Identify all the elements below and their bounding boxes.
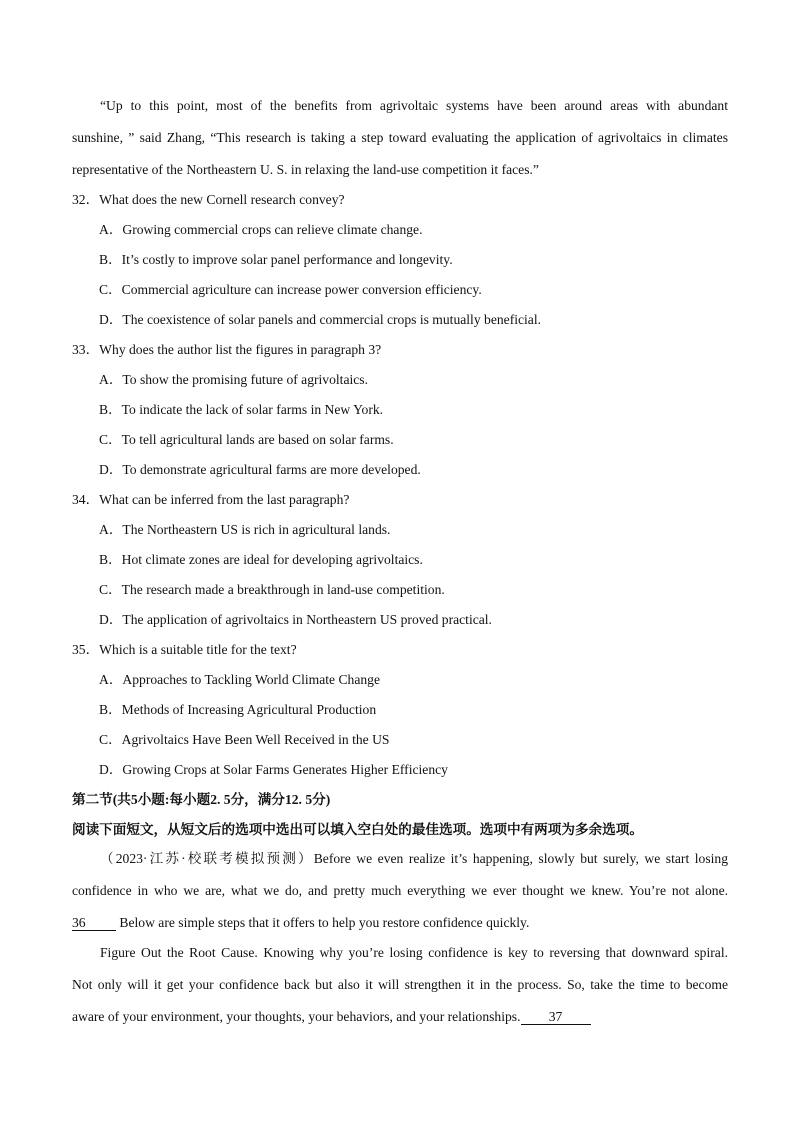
option-34-b: B．Hot climate zones are ideal for developing agrivoltaics. (99, 552, 423, 567)
option-35-b: B．Methods of Increasing Agricultural Production (99, 702, 377, 717)
option-34-c: C．The research made a breakthrough in land-use competition. (99, 582, 445, 597)
passage-line-with-blank-36 (72, 914, 728, 932)
question-stem-34: 34．What can be inferred from the last paragraph? (72, 492, 350, 507)
option-35-d: D．Growing Crops at Solar Farms Generates Higher Efficiency (99, 762, 448, 777)
passage-line: Not only will it get your confidence back but also it will strengthen it in the process. So, take the time to become (72, 977, 728, 992)
option-33-c: C．To tell agricultural lands are based on solar farms. (99, 432, 394, 447)
section-instruction: 阅读下面短文，从短文后的选项中选出可以填入空白处的最佳选项。选项中有两项为多余选项。 (72, 822, 643, 837)
passage-text: aware of your environment, your thoughts, your behaviors, and your relationships. (72, 1009, 521, 1024)
option-35-a: A．Approaches to Tackling World Climate Change (99, 672, 380, 687)
passage-line: representative of the Northeastern U. S. in relaxing the land-use competition it faces.” (72, 162, 539, 177)
passage-line: Figure Out the Root Cause. Knowing why you’re losing confidence is key to reversing that downward spiral. (100, 945, 728, 960)
question-stem-33: 33．Why does the author list the figures in paragraph 3? (72, 342, 382, 357)
option-34-a: A．The Northeastern US is rich in agricultural lands. (99, 522, 391, 537)
question-stem-35: 35．Which is a suitable title for the text? (72, 642, 297, 657)
passage-line-with-blank-37 (72, 1008, 728, 1026)
option-32-c: C．Commercial agriculture can increase power conversion efficiency. (99, 282, 482, 297)
option-35-c: C．Agrivoltaics Have Been Well Received in the US (99, 732, 390, 747)
question-stem-32: 32．What does the new Cornell research convey? (72, 192, 345, 207)
option-32-b: B．It’s costly to improve solar panel performance and longevity. (99, 252, 453, 267)
passage-line: （2023·江苏·校联考模拟预测）Before we even realize it’s happening, slowly but surely, we start losing (100, 851, 728, 866)
section-heading: 第二节(共5小题:每小题2. 5分，满分12. 5分) (72, 792, 331, 807)
passage-text: Below are simple steps that it offers to help you restore confidence quickly. (116, 915, 530, 930)
option-33-b: B．To indicate the lack of solar farms in New York. (99, 402, 384, 417)
passage-line: confidence in who we are, what we do, and pretty much everything we ever thought we knew. You’re not alone. (72, 883, 728, 898)
option-32-a: A．Growing commercial crops can relieve climate change. (99, 222, 423, 237)
blank-37: 37 (521, 1009, 591, 1025)
option-34-d: D．The application of agrivoltaics in Northeastern US proved practical. (99, 612, 492, 627)
option-32-d: D．The coexistence of solar panels and commercial crops is mutually beneficial. (99, 312, 542, 327)
passage-line: “Up to this point, most of the benefits from agrivoltaic systems have been around areas with abundant (100, 98, 728, 113)
option-33-a: A．To show the promising future of agrivoltaics. (99, 372, 368, 387)
option-33-d: D．To demonstrate agricultural farms are more developed. (99, 462, 421, 477)
blank-36: 36 (72, 915, 116, 931)
passage-line: sunshine, ” said Zhang, “This research is taking a step toward evaluating the application of agrivoltaics in climates (72, 130, 728, 145)
